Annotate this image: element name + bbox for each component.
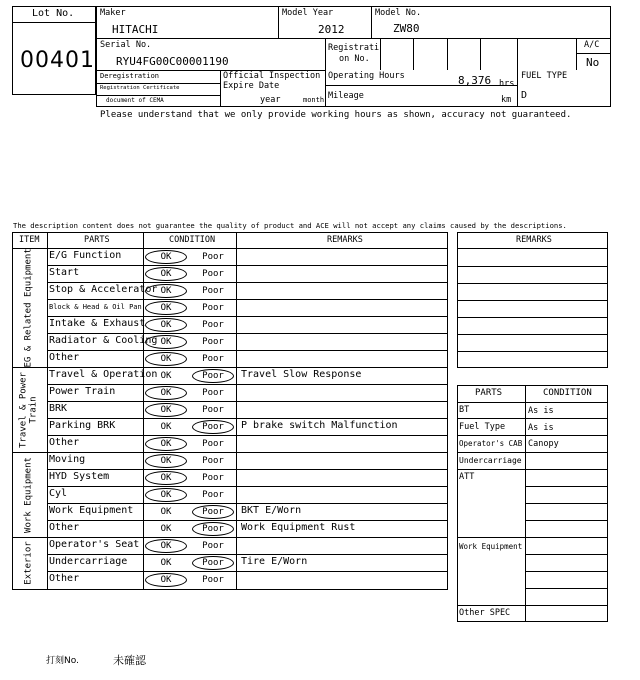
part-label: HYD System (49, 471, 110, 482)
km-unit: km (501, 95, 512, 105)
remark-text: BKT E/Worn (241, 505, 302, 516)
remark-text: P brake switch Malfunction (241, 420, 398, 431)
mileage-label: Mileage (328, 91, 364, 101)
group-label: EG & Related Equipment (23, 247, 33, 367)
group-label: Exterior (23, 540, 33, 585)
ok-option: OK (160, 320, 172, 330)
poor-option: Poor (202, 422, 224, 432)
ok-option: OK (160, 507, 172, 517)
part-label: Radiator & Cooling (49, 335, 158, 346)
poor-option: Poor (202, 490, 224, 500)
part-label: Parking BRK (49, 420, 116, 431)
stamp-no-label: 打刻No. (46, 656, 79, 666)
model-no-value: ZW80 (393, 22, 420, 35)
part-label: BRK (49, 403, 68, 414)
part-label: Work Equipment (49, 505, 134, 516)
part-label: Other (49, 573, 80, 584)
spec-part-fuel-type: Fuel Type (459, 422, 506, 432)
spec-part-operator-cab: Operator's CAB (459, 439, 523, 448)
ok-selected-marker (145, 454, 187, 468)
poor-option: Poor (202, 507, 224, 517)
month-label: month (303, 96, 325, 104)
official-inspection-label: Official Inspection (223, 71, 321, 81)
poor-option: Poor (202, 388, 224, 398)
part-label: Other (49, 522, 80, 533)
poor-selected-marker (192, 420, 234, 434)
model-year-value: 2012 (318, 23, 345, 36)
part-label: Start (49, 267, 80, 278)
ok-selected-marker (145, 267, 187, 281)
deregistration-label: Deregistration (100, 72, 160, 80)
remark-text: Work Equipment Rust (241, 522, 356, 533)
col-header-item: ITEM (19, 235, 40, 245)
ok-option: OK (160, 575, 172, 585)
ok-selected-marker (145, 539, 187, 553)
ok-selected-marker (145, 471, 187, 485)
ok-selected-marker (145, 250, 187, 264)
expire-date-label: Expire Date (223, 81, 280, 91)
serial-no-label: Serial No. (100, 40, 152, 50)
operating-hours-label: Operating Hours (328, 71, 405, 81)
part-label: Travel & Operation (49, 369, 158, 380)
remark-text: Travel Slow Response (241, 369, 362, 380)
poor-option: Poor (202, 286, 224, 296)
operating-hours-value: 8,376 (458, 74, 492, 87)
group-label: Train (28, 395, 38, 424)
working-hours-notice: Please understand that we only provide working hours as shown, accuracy not guaranteed. (100, 110, 572, 120)
part-label: Intake & Exhaust (49, 318, 146, 329)
side-remarks-header: REMARKS (516, 235, 552, 245)
poor-option: Poor (202, 252, 224, 262)
poor-option: Poor (202, 456, 224, 466)
spec-cond-fuel-type: As is (528, 423, 554, 433)
ok-option: OK (160, 422, 172, 432)
ok-selected-marker (145, 437, 187, 451)
lot-no-value: 00401 (20, 48, 95, 73)
part-label: Cyl (49, 488, 68, 499)
part-label: Undercarriage (49, 556, 128, 567)
poor-option: Poor (202, 575, 224, 585)
spec-part-bt: BT (459, 405, 470, 415)
poor-option: Poor (202, 371, 224, 381)
spec-col-parts: PARTS (475, 388, 503, 398)
spec-part-other-spec: Other SPEC (459, 608, 511, 618)
model-no-label: Model No. (375, 8, 422, 18)
spec-part-undercarriage: Undercarriage (459, 456, 522, 465)
registration-no-label-2: on No. (339, 54, 370, 64)
part-label: Other (49, 352, 80, 363)
ac-label: A/C (584, 40, 600, 50)
poor-option: Poor (202, 269, 224, 279)
registration-certificate-label: Registration Certificate (100, 85, 180, 91)
part-label: Moving (49, 454, 86, 465)
spec-part-work-equipment: Work Equipment (459, 542, 523, 551)
poor-selected-marker (192, 556, 234, 570)
spec-part-att: ATT (459, 472, 475, 482)
part-label: Other (49, 437, 80, 448)
ok-option: OK (160, 303, 172, 313)
ok-selected-marker (145, 403, 187, 417)
ok-option: OK (160, 354, 172, 364)
model-year-label: Model Year (282, 8, 334, 18)
ac-value: No (586, 56, 600, 69)
ok-option: OK (160, 252, 172, 262)
serial-no-value: RYU4FG00C00001190 (116, 55, 229, 68)
poor-option: Poor (202, 354, 224, 364)
poor-option: Poor (202, 473, 224, 483)
poor-selected-marker (192, 505, 234, 519)
part-label: Stop & Accelerator (49, 284, 158, 295)
ok-option: OK (160, 473, 172, 483)
ok-option: OK (160, 490, 172, 500)
poor-option: Poor (202, 320, 224, 330)
poor-option: Poor (202, 524, 224, 534)
ok-option: OK (160, 439, 172, 449)
ok-option: OK (160, 541, 172, 551)
ok-option: OK (160, 524, 172, 534)
poor-option: Poor (202, 541, 224, 551)
stamp-no-value: 未確認 (113, 654, 146, 667)
ok-option: OK (160, 337, 172, 347)
ok-selected-marker (145, 284, 187, 298)
year-label: year (260, 95, 281, 105)
maker-label: Maker (100, 8, 126, 18)
spec-cond-bt: As is (528, 406, 554, 416)
fuel-type-value: D (521, 90, 528, 101)
col-header-parts: PARTS (84, 235, 110, 245)
part-label: Power Train (49, 386, 116, 397)
poor-option: Poor (202, 337, 224, 347)
document-cema-label: document of CEMA (106, 97, 164, 104)
group-label: Travel & Power (18, 371, 28, 448)
fuel-type-label: FUEL TYPE (521, 71, 568, 81)
maker-value: HITACHI (112, 23, 159, 36)
poor-option: Poor (202, 405, 224, 415)
spec-cond-operator-cab: Canopy (528, 439, 559, 449)
ok-option: OK (160, 286, 172, 296)
poor-selected-marker (192, 522, 234, 536)
part-label: Operator's Seat (49, 539, 140, 550)
ok-option: OK (160, 405, 172, 415)
ok-selected-marker (145, 488, 187, 502)
part-label: Block & Head & Oil Pan (49, 303, 142, 311)
ok-option: OK (160, 371, 172, 381)
ok-selected-marker (145, 335, 187, 349)
quality-disclaimer: The description content does not guarantee the quality of product and ACE will not accept any claims caused by the descriptions. (13, 221, 567, 230)
remark-text: Tire E/Worn (241, 556, 308, 567)
hrs-unit: hrs (499, 79, 515, 89)
col-header-condition: CONDITION (169, 235, 216, 245)
group-label: Work Equipment (23, 456, 33, 533)
col-header-remarks: REMARKS (327, 235, 363, 245)
poor-option: Poor (202, 439, 224, 449)
spec-col-condition: CONDITION (543, 388, 592, 398)
ok-selected-marker (145, 352, 187, 366)
lot-no-label: Lot No. (32, 8, 75, 19)
poor-selected-marker (192, 369, 234, 383)
ok-option: OK (160, 456, 172, 466)
part-label: E/G Function (49, 250, 122, 261)
ok-option: OK (160, 269, 172, 279)
ok-option: OK (160, 558, 172, 568)
poor-option: Poor (202, 303, 224, 313)
ok-selected-marker (145, 318, 187, 332)
ok-selected-marker (145, 573, 187, 587)
ok-selected-marker (145, 301, 187, 315)
registration-no-label-1: Registrati (328, 43, 380, 53)
ok-option: OK (160, 388, 172, 398)
ok-selected-marker (145, 386, 187, 400)
poor-option: Poor (202, 558, 224, 568)
